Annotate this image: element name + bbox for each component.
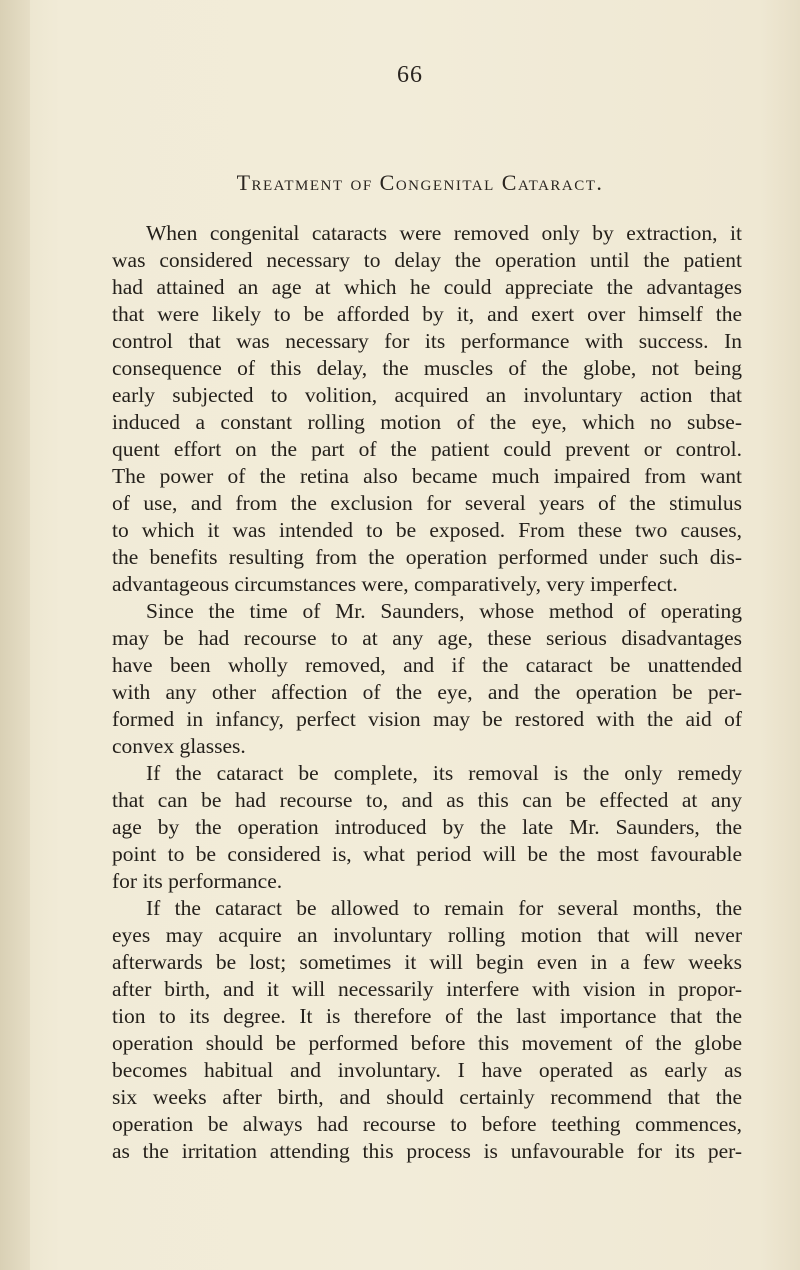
page-binding-edge bbox=[0, 0, 30, 1270]
text-line: six weeks after birth, and should certainly recommend that the bbox=[112, 1085, 742, 1109]
text-line: becomes habitual and involuntary. I have operated as early as bbox=[112, 1058, 742, 1082]
text-line: that can be had recourse to, and as this can be effected at any bbox=[112, 788, 742, 812]
text-line: that were likely to be afforded by it, and exert over himself the bbox=[112, 302, 742, 326]
text-line: control that was necessary for its performance with success. In bbox=[112, 329, 742, 353]
text-line: have been wholly removed, and if the cataract be unattended bbox=[112, 653, 742, 677]
text-line: If the cataract be complete, its removal is the only remedy bbox=[146, 761, 742, 785]
text-line: induced a constant rolling motion of the eye, which no subse- bbox=[112, 410, 742, 434]
text-line: had attained an age at which he could appreciate the advantages bbox=[112, 275, 742, 299]
text-line: operation be always had recourse to before teething commences, bbox=[112, 1112, 742, 1136]
body-text bbox=[112, 220, 742, 1165]
text-line: When congenital cataracts were removed only by extraction, it bbox=[146, 221, 742, 245]
text-line: eyes may acquire an involuntary rolling motion that will never bbox=[112, 923, 742, 947]
text-line: to which it was intended to be exposed. From these two causes, bbox=[112, 518, 742, 542]
text-line: of use, and from the exclusion for several years of the stimulus bbox=[112, 491, 742, 515]
text-line: may be had recourse to at any age, these serious disadvantages bbox=[112, 626, 742, 650]
text-line: If the cataract be allowed to remain for several months, the bbox=[146, 896, 742, 920]
text-line: age by the operation introduced by the late Mr. Saunders, the bbox=[112, 815, 742, 839]
text-line: formed in infancy, perfect vision may be restored with the aid of bbox=[112, 707, 742, 731]
text-line: for its performance. bbox=[112, 869, 283, 893]
text-line: quent effort on the part of the patient could prevent or control. bbox=[112, 437, 742, 461]
text-line: Since the time of Mr. Saunders, whose method of operating bbox=[146, 599, 742, 623]
text-line: after birth, and it will necessarily interfere with vision in propor- bbox=[112, 977, 742, 1001]
page-number: 66 bbox=[397, 62, 423, 88]
text-line: afterwards be lost; sometimes it will begin even in a few weeks bbox=[112, 950, 742, 974]
text-line: tion to its degree. It is therefore of the last importance that the bbox=[112, 1004, 742, 1028]
text-line: point to be considered is, what period will be the most favourable bbox=[112, 842, 742, 866]
text-line: was considered necessary to delay the operation until the patient bbox=[112, 248, 742, 272]
text-line: consequence of this delay, the muscles of the globe, not being bbox=[112, 356, 742, 380]
text-line: operation should be performed before this movement of the globe bbox=[112, 1031, 742, 1055]
text-line: convex glasses. bbox=[112, 734, 246, 758]
text-line: with any other affection of the eye, and the operation be per- bbox=[112, 680, 742, 704]
section-heading: Treatment of Congenital Cataract. bbox=[236, 170, 604, 195]
text-line: early subjected to volition, acquired an involuntary action that bbox=[112, 383, 742, 407]
text-line: the benefits resulting from the operation performed under such dis- bbox=[112, 545, 742, 569]
text-line: as the irritation attending this process is unfavourable for its per- bbox=[112, 1139, 742, 1163]
text-line: advantageous circumstances were, comparatively, very imperfect. bbox=[112, 572, 678, 596]
text-line: The power of the retina also became much impaired from want bbox=[112, 464, 742, 488]
